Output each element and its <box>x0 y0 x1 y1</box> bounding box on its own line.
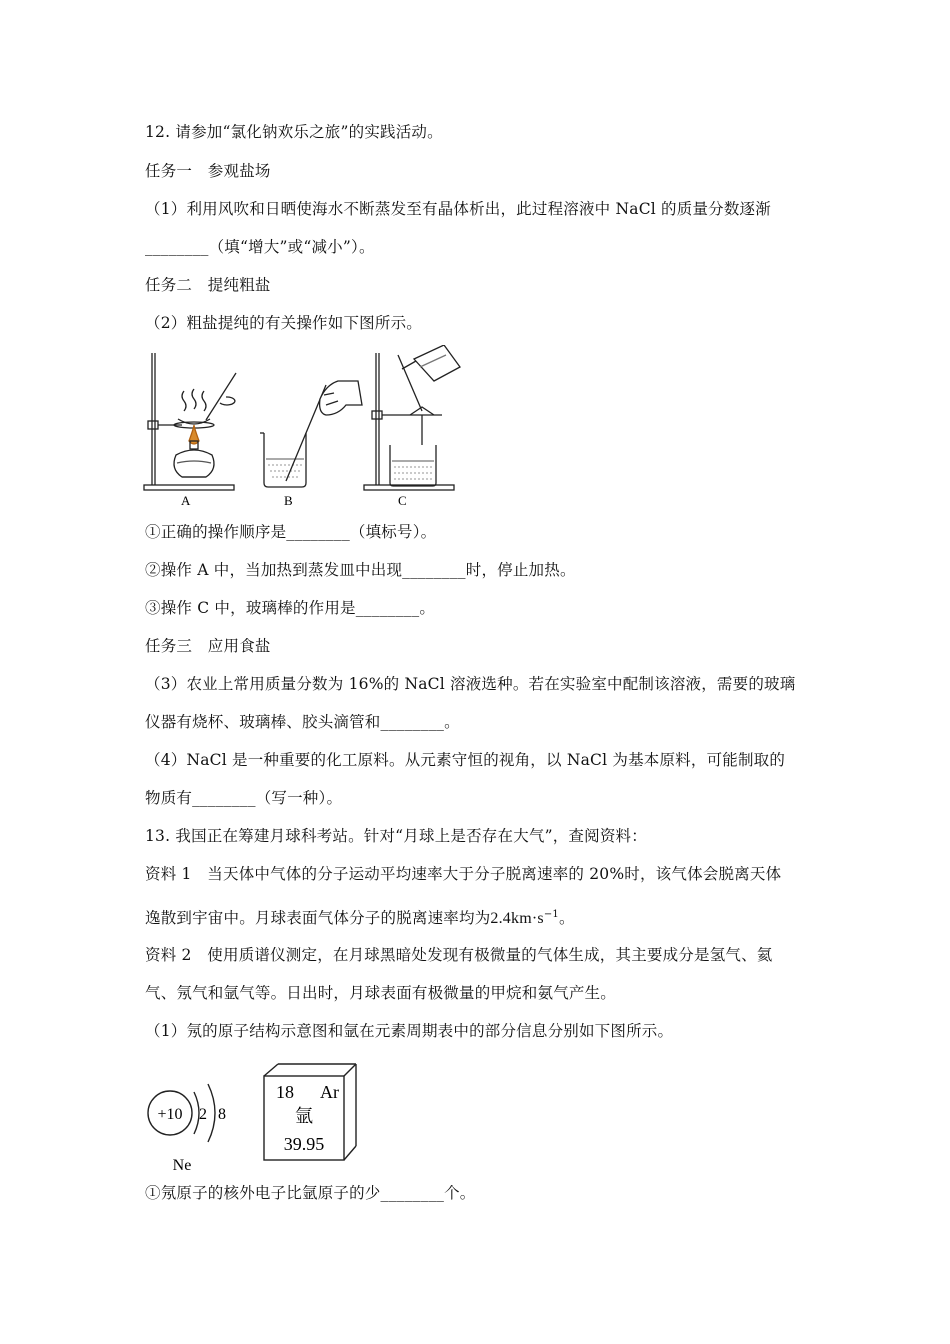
q12-p1-line2: ________（填“增大”或“减小”）。 <box>145 238 375 256</box>
q13-m2-line2: 气、氖气和氩气等。日出时，月球表面有极微量的甲烷和氨气产生。 <box>145 984 617 1002</box>
q12-s3: ③操作 C 中，玻璃棒的作用是________。 <box>145 599 436 617</box>
ne-shell2: 8 <box>218 1106 226 1123</box>
neon-atom-diagram <box>140 1070 250 1175</box>
q12-s2: ②操作 A 中，当加热到蒸发皿中出现________时，停止加热。 <box>145 561 576 579</box>
q12-title: 12. 请参加“氯化钠欢乐之旅”的实践活动。 <box>145 123 443 141</box>
q13-m1-line2-text: 逸散到宇宙中。月球表面气体分子的脱离速率均为 <box>145 909 491 928</box>
q12-task2: 任务二 提纯粗盐 <box>145 276 271 294</box>
q13-m1-line1: 资料 1 当天体中气体的分子运动平均速率大于分子脱离速率的 20%时，该气体会脱离天体 <box>145 865 782 883</box>
q12-p4-line2: 物质有________（写一种）。 <box>145 789 343 807</box>
q13-s1: ①氖原子的核外电子比氩原子的少________个。 <box>145 1184 476 1202</box>
ne-nucleus: +10 <box>157 1106 183 1123</box>
q12-p2: （2）粗盐提纯的有关操作如下图所示。 <box>145 314 422 332</box>
ar-atomic-number: 18 <box>276 1082 294 1102</box>
q13-p1: （1）氖的原子结构示意图和氩在元素周期表中的部分信息分别如下图所示。 <box>145 1022 674 1040</box>
q12-p3-line1: （3）农业上常用质量分数为 16%的 NaCl 溶液选种。若在实验室中配制该溶液，需要的玻璃 <box>145 675 796 693</box>
figure-label-b: B <box>284 493 293 508</box>
salt-purification-figure <box>140 345 470 510</box>
figure-label-a: A <box>181 493 191 508</box>
q13-m1-line2 <box>145 905 575 929</box>
q13-m1-value: 2.4km·s <box>490 910 544 928</box>
ne-shell1: 2 <box>199 1106 207 1123</box>
q13-m1-sup: −1 <box>543 909 559 920</box>
figure-label-c: C <box>398 493 407 508</box>
q13-title: 13. 我国正在筹建月球科考站。针对“月球上是否存在大气”，查阅资料： <box>145 827 647 845</box>
q12-p4-line1: （4）NaCl 是一种重要的化工原料。从元素守恒的视角，以 NaCl 为基本原料，可能制取的 <box>145 751 786 769</box>
q13-m2-line1: 资料 2 使用质谱仪测定，在月球黑暗处发现有极微量的气体生成，其主要成分是氢气、氦 <box>145 946 773 964</box>
ar-mass: 39.95 <box>283 1134 325 1154</box>
q13-m1-end: 。 <box>558 909 575 928</box>
q12-p1-line1: （1）利用风吹和日晒使海水不断蒸发至有晶体析出，此过程溶液中 NaCl 的质量分数逐渐 <box>145 200 771 218</box>
ne-symbol: Ne <box>172 1157 192 1174</box>
ar-symbol: Ar <box>320 1082 339 1102</box>
q12-p3-line2: 仪器有烧杯、玻璃棒、胶头滴管和________。 <box>145 713 460 731</box>
q12-s1: ①正确的操作顺序是________（填标号）。 <box>145 523 437 541</box>
argon-element-cell <box>260 1060 360 1165</box>
ar-name: 氩 <box>295 1106 313 1127</box>
q12-task3: 任务三 应用食盐 <box>145 637 271 655</box>
q12-task1: 任务一 参观盐场 <box>145 162 271 180</box>
